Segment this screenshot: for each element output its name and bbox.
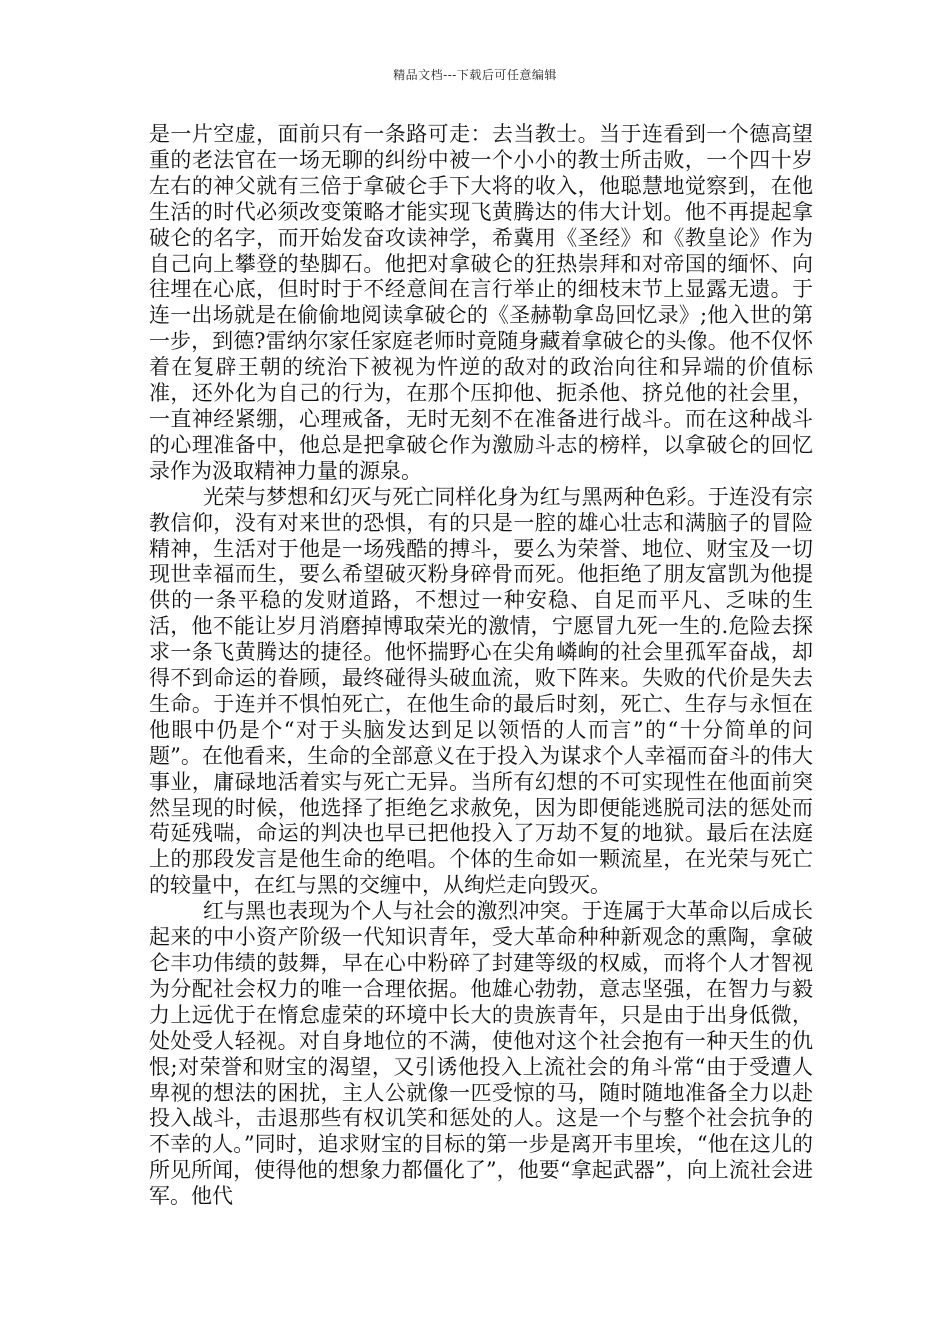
document-body — [149, 122, 813, 1210]
paragraph-3: 红与黑也表现为个人与社会的激烈冲突。于连属于大革命以后成长起来的中小资产阶级一代知识青年，受大革命种种新观念的熏陶，拿破仑丰功伟绩的鼓舞，早在心中粉碎了封建等级的权威，而将个人才智视为分配社会权力的唯一合理依据。他雄心勃勃，意志坚强，在智力与毅力上远优于在惰怠虚荣的环境中长大的贵族青年，只是由于出身低微，处处受人轻视。对自身地位的不满，使他对这个社会抱有一种天生的仇恨;对荣誉和财宝的渴望，又引诱他投入上流社会的角斗常“由于受遭人卑视的想法的困扰，主人公就像一匹受惊的马，随时随地准备全力以赴投入战斗，击退那些有权讥笑和惩处的人。这是一个与整个社会抗争的不幸的人。”同时，追求财宝的目标的第一步是离开韦里埃，“他在这儿的所见所闻，使得他的想象力都僵化了”，他要“拿起武器”，向上流社会进军。他代 — [149, 899, 813, 1209]
paragraph-2: 光荣与梦想和幻灭与死亡同样化身为红与黑两种色彩。于连没有宗教信仰，没有对来世的恐惧，有的只是一腔的雄心壮志和满脑子的冒险精神，生活对于他是一场残酷的搏斗，要么为荣誉、地位、财宝及一切现世幸福而生，要么希望破灭粉身碎骨而死。他拒绝了朋友富凯为他提供的一条平稳的发财道路，不想过一种安稳、自足而平凡、乏味的生活，他不能让岁月消磨掉博取荣光的激情，宁愿冒九死一生的.危险去探求一条飞黄腾达的捷径。他怀揣野心在尖角嶙峋的社会里孤军奋战，却得不到命运的眷顾，最终碰得头破血流，败下阵来。失败的代价是失去生命。于连并不惧怕死亡，在他生命的最后时刻，死亡、生存与永恒在他眼中仍是个“对于头脑发达到足以领悟的人而言”的“十分简单的问题”。在他看来，生命的全部意义在于投入为谋求个人幸福而奋斗的伟大事业，庸碌地活着实与死亡无异。当所有幻想的不可实现性在他面前突然呈现的时候，他选择了拒绝乞求赦免，因为即便能逃脱司法的惩处而苟延残喘，命运的判决也早已把他投入了万劫不复的地狱。最后在法庭上的那段发言是他生命的绝唱。个体的生命如一颗流星，在光荣与死亡的较量中，在红与黑的交缠中，从绚烂走向毁灭。 — [149, 484, 813, 898]
paragraph-1: 是一片空虚，面前只有一条路可走：去当教士。当于连看到一个德高望重的老法官在一场无聊的纠纷中被一个小小的教士所击败，一个四十岁左右的神父就有三倍于拿破仑手下大将的收入，他聪慧地觉察到，在他生活的时代必须改变策略才能实现飞黄腾达的伟大计划。他不再提起拿破仑的名字，而开始发奋攻读神学，希冀用《圣经》和《教皇论》作为自己向上攀登的垫脚石。他把对拿破仑的狂热崇拜和对帝国的缅怀、向往埋在心底，但时时于不经意间在言行举止的细枝末节上显露无遗。于连一出场就是在偷偷地阅读拿破仑的《圣赫勒拿岛回忆录》;他入世的第一步，到德?雷纳尔家任家庭老师时竟随身藏着拿破仑的头像。他不仅怀着在复辟王朝的统治下被视为忤逆的敌对的政治向往和异端的价值标准，还外化为自己的行为，在那个压抑他、扼杀他、挤兑他的社会里，一直神经紧绷，心理戒备，无时无刻不在准备进行战斗。而在这种战斗的心理准备中，他总是把拿破仑作为激励斗志的榜样，以拿破仑的回忆录作为汲取精神力量的源泉。 — [149, 122, 813, 483]
page-header: 精品文档---下载后可任意编辑 — [393, 68, 557, 82]
